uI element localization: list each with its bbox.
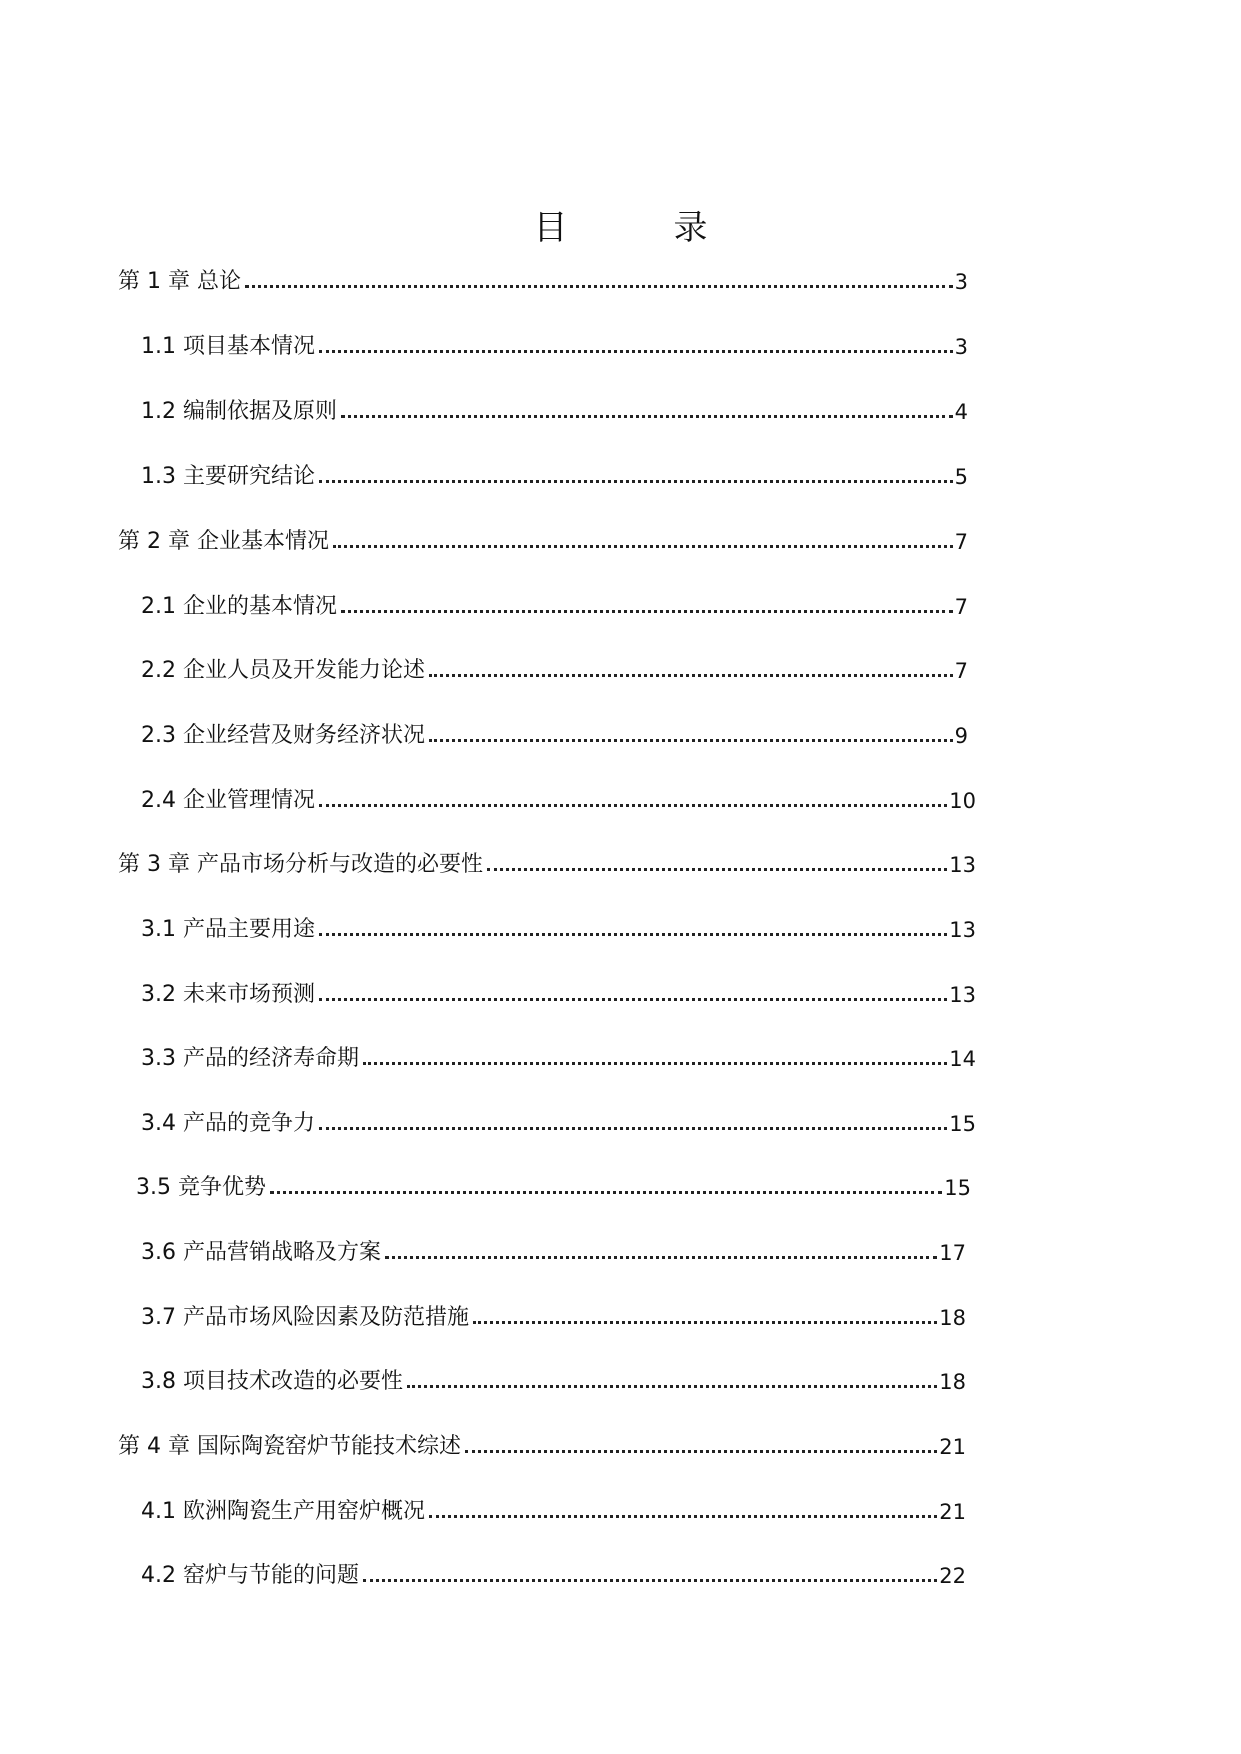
toc-entry-section-3-8[interactable] xyxy=(141,1362,966,1396)
dot-leader xyxy=(473,1320,937,1324)
toc-entry-label: 3.2 未来市场预测 xyxy=(141,982,315,1007)
dot-leader xyxy=(385,1255,937,1259)
toc-entry-label: 第 4 章 国际陶瓷窑炉节能技术综述 xyxy=(118,1434,461,1459)
toc-entry-section-1-2[interactable] xyxy=(141,392,968,426)
toc-entry-chapter-3[interactable] xyxy=(118,845,976,879)
dot-leader xyxy=(245,284,953,288)
toc-entry-section-2-4[interactable] xyxy=(141,781,976,815)
toc-entry-page: 15 xyxy=(949,1112,976,1136)
toc-entry-page: 5 xyxy=(954,465,968,489)
toc-entry-label: 3.6 产品营销战略及方案 xyxy=(141,1240,381,1265)
toc-entry-label: 2.3 企业经营及财务经济状况 xyxy=(141,723,425,748)
toc-entry-page: 14 xyxy=(949,1047,976,1071)
toc-entry-page: 17 xyxy=(939,1241,966,1265)
dot-leader xyxy=(363,1061,947,1065)
toc-entry-section-1-3[interactable] xyxy=(141,457,968,491)
dot-leader xyxy=(363,1578,937,1582)
toc-entry-section-3-4[interactable] xyxy=(141,1104,976,1138)
dot-leader xyxy=(341,609,953,613)
toc-entry-section-3-2[interactable] xyxy=(141,975,976,1009)
toc-entry-section-3-5[interactable] xyxy=(136,1168,971,1202)
toc-entry-page: 9 xyxy=(954,724,968,748)
toc-entry-label: 1.2 编制依据及原则 xyxy=(141,399,337,424)
toc-entry-label: 2.1 企业的基本情况 xyxy=(141,594,337,619)
dot-leader xyxy=(465,1449,937,1453)
dot-leader xyxy=(319,803,947,807)
toc-entry-page: 13 xyxy=(949,853,976,877)
toc-entry-section-3-6[interactable] xyxy=(141,1233,966,1267)
toc-entry-label: 4.1 欧洲陶瓷生产用窑炉概况 xyxy=(141,1499,425,1524)
toc-entry-page: 15 xyxy=(944,1176,971,1200)
toc-entry-label: 3.7 产品市场风险因素及防范措施 xyxy=(141,1305,469,1330)
toc-entry-label: 第 3 章 产品市场分析与改造的必要性 xyxy=(118,852,483,877)
dot-leader xyxy=(487,867,947,871)
toc-entry-section-2-1[interactable] xyxy=(141,587,968,621)
toc-entry-label: 3.3 产品的经济寿命期 xyxy=(141,1046,359,1071)
dot-leader xyxy=(270,1190,942,1194)
toc-entry-section-3-7[interactable] xyxy=(141,1298,966,1332)
toc-entry-label: 第 2 章 企业基本情况 xyxy=(118,529,329,554)
toc-entry-section-2-2[interactable] xyxy=(141,651,968,685)
dot-leader xyxy=(319,1126,947,1130)
toc-entry-section-2-3[interactable] xyxy=(141,716,968,750)
toc-entry-page: 18 xyxy=(939,1370,966,1394)
dot-leader xyxy=(429,1514,937,1518)
dot-leader xyxy=(333,544,953,548)
toc-entry-label: 2.2 企业人员及开发能力论述 xyxy=(141,658,425,683)
toc-entry-page: 10 xyxy=(949,789,976,813)
toc-entry-label: 第 1 章 总论 xyxy=(118,269,241,294)
toc-entry-chapter-4[interactable] xyxy=(118,1427,966,1461)
toc-entry-page: 22 xyxy=(939,1564,966,1588)
toc-entry-label: 3.1 产品主要用途 xyxy=(141,917,315,942)
toc-entry-page: 21 xyxy=(939,1500,966,1524)
page-title: 目 录 xyxy=(533,208,744,248)
toc-entry-label: 3.4 产品的竞争力 xyxy=(141,1111,315,1136)
toc-entry-section-3-1[interactable] xyxy=(141,910,976,944)
toc-entry-page: 21 xyxy=(939,1435,966,1459)
toc-entry-page: 7 xyxy=(954,659,968,683)
toc-entry-label: 3.8 项目技术改造的必要性 xyxy=(141,1369,403,1394)
toc-entry-page: 3 xyxy=(954,270,968,294)
toc-entry-section-1-1[interactable] xyxy=(141,327,968,361)
dot-leader xyxy=(319,479,953,483)
dot-leader xyxy=(429,673,953,677)
toc-entry-label: 4.2 窑炉与节能的问题 xyxy=(141,1563,359,1588)
toc-entry-page: 13 xyxy=(949,918,976,942)
toc-entry-label: 1.1 项目基本情况 xyxy=(141,334,315,359)
toc-entry-page: 13 xyxy=(949,983,976,1007)
toc-entry-section-4-2[interactable] xyxy=(141,1556,966,1590)
toc-entry-label: 1.3 主要研究结论 xyxy=(141,464,315,489)
toc-entry-page: 4 xyxy=(954,400,968,424)
dot-leader xyxy=(429,738,953,742)
dot-leader xyxy=(407,1384,937,1388)
toc-entry-section-3-3[interactable] xyxy=(141,1039,976,1073)
dot-leader xyxy=(319,997,947,1001)
dot-leader xyxy=(319,349,953,353)
toc-entry-label: 2.4 企业管理情况 xyxy=(141,788,315,813)
toc-entry-section-4-1[interactable] xyxy=(141,1492,966,1526)
toc-entry-chapter-2[interactable] xyxy=(118,522,968,556)
toc-entry-page: 3 xyxy=(954,335,968,359)
dot-leader xyxy=(319,932,947,936)
toc-entry-page: 18 xyxy=(939,1306,966,1330)
toc-entry-page: 7 xyxy=(954,595,968,619)
dot-leader xyxy=(341,414,953,418)
toc-entry-label: 3.5 竞争优势 xyxy=(136,1175,266,1200)
toc-entry-chapter-1[interactable] xyxy=(118,262,968,296)
toc-entry-page: 7 xyxy=(954,530,968,554)
